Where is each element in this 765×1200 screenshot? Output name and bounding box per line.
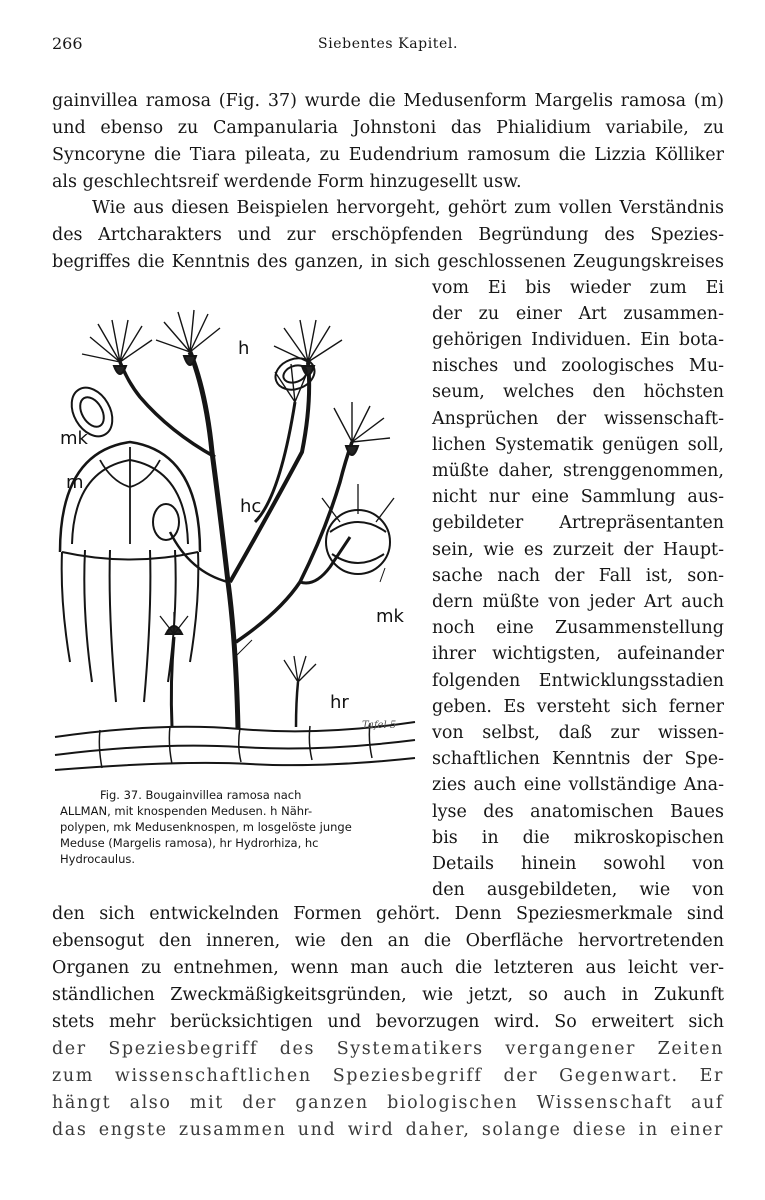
caption-line: ALLMAN, mit knospenden Medusen. h Nähr- xyxy=(60,804,313,818)
text-line: lyse des anatomischen Baues xyxy=(432,802,724,822)
engraver-signature: Tafel 5 xyxy=(362,720,397,731)
text-line: begriffes die Kenntnis des ganzen, in sich geschlossenen Zeugungskreises xyxy=(52,252,724,272)
text-line: des Artcharakters und zur erschöpfenden Begründung des Spezies- xyxy=(52,225,724,245)
text-line: schaftlichen Kenntnis der Spe- xyxy=(432,749,724,769)
text-line: dern müßte von jeder Art auch xyxy=(432,592,724,612)
text-line: von selbst, daß zur wissen- xyxy=(432,723,724,743)
text-line: ebensogut den inneren, wie den an die Oberfläche hervortretenden xyxy=(52,931,724,951)
running-head: Siebentes Kapitel. xyxy=(318,36,459,52)
text-line: sein, wie es zurzeit der Haupt- xyxy=(432,540,724,560)
caption-line: Meduse (Margelis ramosa), hr Hydrorhiza, hc xyxy=(60,836,319,850)
text-line: folgenden Entwicklungsstadien xyxy=(432,671,724,691)
caption-line: Fig. 37. Bougainvillea ramosa nach xyxy=(100,788,302,802)
text-line: Organen zu entnehmen, wenn man auch die letzteren aus leicht ver- xyxy=(52,958,724,978)
text-line: den sich entwickelnden Formen gehört. Denn Speziesmerkmale sind xyxy=(52,904,724,924)
text-line: und ebenso zu Campanularia Johnstoni das Phialidium variabile, zu xyxy=(52,118,724,138)
text-line: zies auch eine vollständige Ana- xyxy=(432,775,724,795)
text-line: müßte daher, strenggenommen, xyxy=(432,461,724,481)
text-line: ihrer wichtigsten, aufeinander xyxy=(432,644,724,664)
caption-line: Hydrocaulus. xyxy=(60,852,136,866)
label-hr: hr xyxy=(330,692,349,713)
text-line: nicht nur eine Sammlung aus- xyxy=(432,487,724,507)
text-line: der Speziesbegriff des Systematikers vergangener Zeiten xyxy=(52,1039,724,1059)
text-line: hängt also mit der ganzen biologischen Wissenschaft auf xyxy=(52,1093,724,1113)
text-line: das engste zusammen und wird daher, solange diese in einer xyxy=(52,1120,724,1140)
figure-bougainvillea xyxy=(40,282,425,782)
text-line: bis in die mikroskopischen xyxy=(432,828,724,848)
text-line: lichen Systematik genügen soll, xyxy=(432,435,724,455)
text-line: der zu einer Art zusammen- xyxy=(432,304,724,324)
text-line: sache nach der Fall ist, son- xyxy=(432,566,724,586)
text-line: Details hinein sowohl von xyxy=(432,854,724,874)
label-h: h xyxy=(238,338,250,359)
text-line: ständlichen Zweckmäßigkeitsgründen, wie jetzt, so auch in Zukunft xyxy=(52,985,724,1005)
hydroid-colony-illustration xyxy=(40,282,425,782)
page-number: 266 xyxy=(52,34,83,53)
text-line: als geschlechtsreif werdende Form hinzugesellt usw. xyxy=(52,172,522,192)
text-line: den ausgebildeten, wie von xyxy=(432,880,724,900)
text-line: Wie aus diesen Beispielen hervorgeht, gehört zum vollen Verständnis xyxy=(92,198,724,218)
text-line: zum wissenschaftlichen Speziesbegriff der Gegenwart. Er xyxy=(52,1066,724,1086)
text-line: geben. Es versteht sich ferner xyxy=(432,697,724,717)
hydrocaulus xyxy=(190,352,238,729)
text-line: seum, welches den höchsten xyxy=(432,382,724,402)
text-line: Ansprüchen der wissenschaft- xyxy=(432,409,724,429)
label-mk-right: mk xyxy=(376,606,404,627)
label-mk-left: mk xyxy=(60,428,88,449)
text-line: vom Ei bis wieder zum Ei xyxy=(432,278,724,298)
text-line: nisches und zoologisches Mu- xyxy=(432,356,724,376)
text-line: noch eine Zusammenstellung xyxy=(432,618,724,638)
text-line: stets mehr berücksichtigen und bevorzugen wird. So erweitert sich xyxy=(52,1012,724,1032)
hydrorhiza xyxy=(55,722,415,737)
caption-line: polypen, mk Medusenknospen, m losgelöste junge xyxy=(60,820,352,834)
label-m: m xyxy=(66,472,84,493)
label-hc: hc xyxy=(240,496,262,517)
text-line: gebildeter Artrepräsentanten xyxy=(432,513,724,533)
text-line: Syncoryne die Tiara pileata, zu Eudendrium ramosum die Lizzia Kölliker xyxy=(52,145,724,165)
text-line: gehörigen Individuen. Ein bota- xyxy=(432,330,724,350)
text-line: gainvillea ramosa (Fig. 37) wurde die Medusenform Margelis ramosa (m) xyxy=(52,91,724,111)
